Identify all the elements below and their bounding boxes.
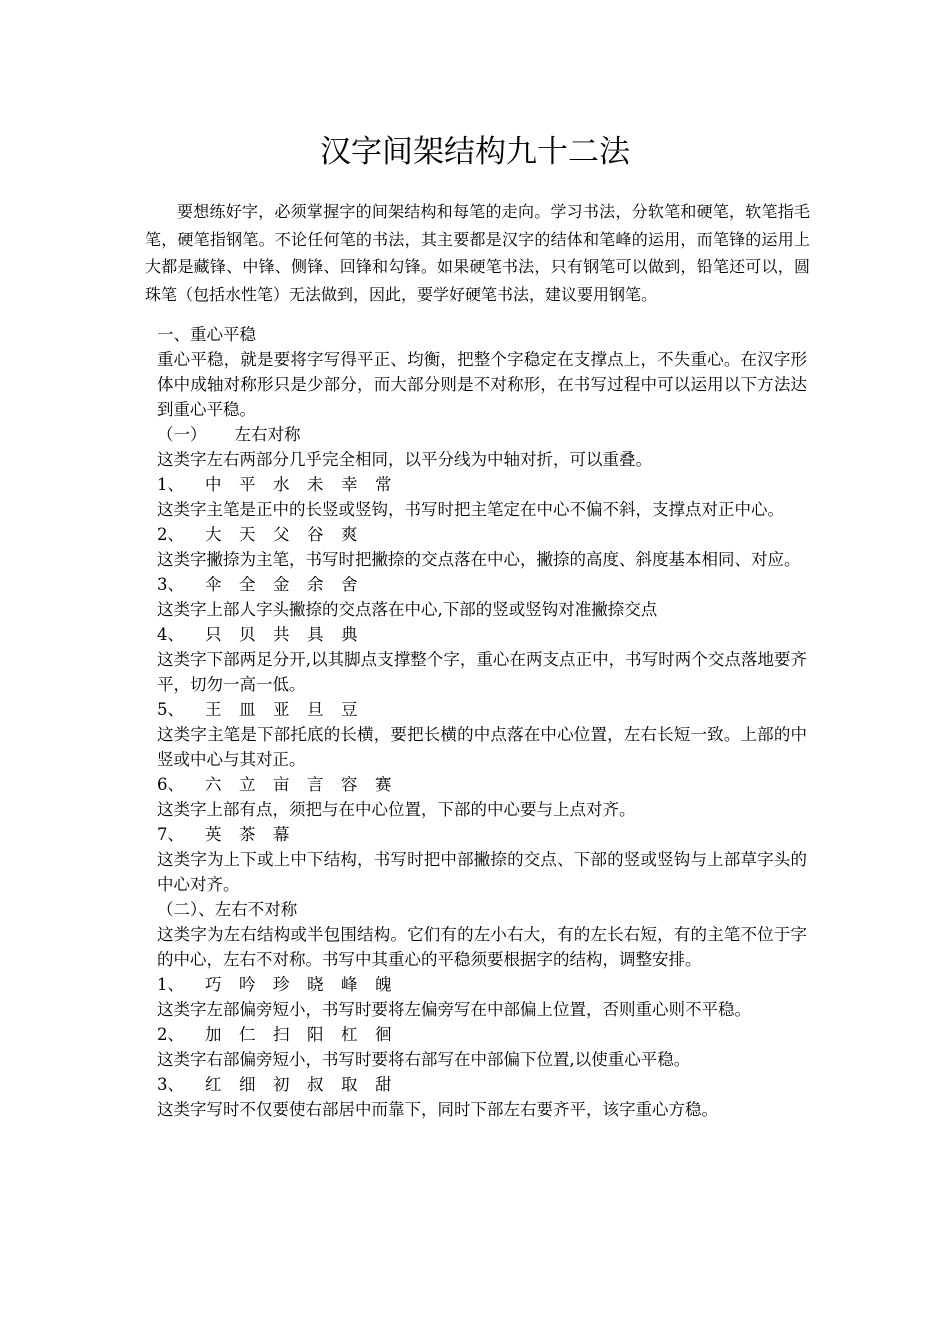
example-chars-row	[157, 1022, 807, 1047]
example-char: 阳	[307, 1025, 324, 1044]
item-number: 3、	[157, 1075, 184, 1094]
example-char: 容	[341, 775, 358, 794]
example-char: 六	[205, 775, 222, 794]
example-char: 大	[205, 525, 222, 544]
example-char: 亩	[273, 775, 290, 794]
example-char: 只	[205, 625, 222, 644]
item-description: 这类字撇捺为主笔，书写时把撇捺的交点落在中心，撇捺的高度、斜度基本相同、对应。	[157, 550, 801, 569]
example-char: 全	[239, 575, 256, 594]
item-description: 这类字写时不仅要使右部居中而靠下，同时下部左右要齐平，该字重心方稳。	[157, 1100, 718, 1119]
example-char: 爽	[341, 525, 358, 544]
item-number: 1、	[157, 975, 184, 994]
item-number: 6、	[157, 775, 184, 794]
example-chars-row	[157, 572, 807, 597]
item-description: 这类字下部两足分开,以其脚点支撑整个字，重心在两支点正中，书写时两个交点落地要齐平，切勿一高一低。	[157, 650, 807, 694]
example-chars-row	[157, 472, 807, 497]
example-char: 言	[307, 775, 324, 794]
example-chars-row	[157, 772, 807, 797]
example-char: 叔	[307, 1075, 324, 1094]
subsection-title: 左右对称	[234, 425, 301, 444]
example-char: 仁	[239, 1025, 256, 1044]
subsection-description: 这类字左右两部分几乎完全相同，以平分线为中轴对折，可以重叠。	[157, 450, 652, 469]
subsection-heading	[157, 422, 807, 447]
example-char: 豆	[341, 700, 358, 719]
item-group	[157, 1072, 807, 1122]
subsection-heading: （二）、左右不对称	[157, 900, 298, 919]
example-char: 典	[341, 625, 358, 644]
item-group	[157, 772, 807, 822]
item-group	[157, 697, 807, 772]
example-char: 金	[273, 575, 290, 594]
example-char: 旦	[307, 700, 324, 719]
example-char: 杠	[341, 1025, 358, 1044]
example-char: 细	[239, 1075, 256, 1094]
example-char: 具	[307, 625, 324, 644]
example-char: 王	[205, 700, 222, 719]
item-number: 1、	[157, 475, 184, 494]
example-char: 贝	[239, 625, 256, 644]
item-number: 7、	[157, 825, 184, 844]
example-char: 水	[273, 475, 290, 494]
example-char: 平	[239, 475, 256, 494]
item-description: 这类字上部人字头撇捺的交点落在中心,下部的竖或竖钩对准撇捺交点	[157, 600, 658, 619]
example-chars-row	[157, 522, 807, 547]
example-char: 甜	[375, 1075, 392, 1094]
item-number: 4、	[157, 625, 184, 644]
example-char: 亚	[273, 700, 290, 719]
item-number: 2、	[157, 525, 184, 544]
example-chars-row	[157, 622, 807, 647]
item-description: 这类字上部有点，须把与在中心位置，下部的中心要与上点对齐。	[157, 800, 636, 819]
example-char: 未	[307, 475, 324, 494]
example-char: 茶	[239, 825, 256, 844]
example-char: 巧	[205, 975, 222, 994]
example-char: 共	[273, 625, 290, 644]
example-char: 舍	[341, 575, 358, 594]
example-char: 天	[239, 525, 256, 544]
section-description: 重心平稳，就是要将字写得平正、均衡，把整个字稳定在支撑点上，不失重心。在汉字形体中成轴对称形只是少部分，而大部分则是不对称形，在书写过程中可以运用以下方法达到重心平稳。	[157, 350, 807, 419]
example-char: 魄	[375, 975, 392, 994]
item-description: 这类字主笔是正中的长竖或竖钩，书写时把主笔定在中心不偏不斜，支撑点对正中心。	[157, 500, 784, 519]
example-char: 徊	[375, 1025, 392, 1044]
item-group	[157, 1022, 807, 1072]
item-number: 2、	[157, 1025, 184, 1044]
item-group	[157, 472, 807, 522]
example-char: 吟	[239, 975, 256, 994]
example-char: 皿	[239, 700, 256, 719]
item-description: 这类字为上下或上中下结构，书写时把中部撇捺的交点、下部的竖或竖钩与上部草字头的中心对齐。	[157, 850, 807, 894]
example-char: 峰	[341, 975, 358, 994]
example-chars-row	[157, 697, 807, 722]
example-char: 红	[205, 1075, 222, 1094]
example-char: 常	[375, 475, 392, 494]
example-char: 伞	[205, 575, 222, 594]
intro-paragraph: 要想练好字，必须掌握字的间架结构和每笔的走向。学习书法，分软笔和硬笔，软笔指毛笔，硬笔指钢笔。不论任何笔的书法，其主要都是汉字的结体和笔峰的运用，而笔锋的运用上大都是藏锋、中锋、侧锋、回锋和勾锋。如果硬笔书法，只有钢笔可以做到，铅笔还可以，圆珠笔（包括水性笔）无法做到，因此，要学好硬笔书法，建议要用钢笔。	[145, 202, 810, 304]
section-heading: 一、重心平稳	[157, 325, 256, 344]
item-group	[157, 622, 807, 697]
example-char: 加	[205, 1025, 222, 1044]
example-char: 赛	[375, 775, 392, 794]
item-description: 这类字左部偏旁短小，书写时要将左偏旁写在中部偏上位置，否则重心则不平稳。	[157, 1000, 751, 1019]
document-body	[157, 322, 807, 1122]
item-description: 这类字主笔是下部托底的长横，要把长横的中点落在中心位置，左右长短一致。上部的中竖或中心与其对正。	[157, 725, 807, 769]
item-group	[157, 822, 807, 897]
example-char: 中	[205, 475, 222, 494]
example-chars-row	[157, 1072, 807, 1097]
subsection-description: 这类字为左右结构或半包围结构。它们有的左小右大，有的左长右短，有的主笔不位于字的中心，左右不对称。书写中其重心的平稳须要根据字的结构，调整安排。	[157, 925, 807, 969]
document-title: 汉字间架结构九十二法	[320, 134, 630, 170]
example-char: 余	[307, 575, 324, 594]
example-char: 初	[273, 1075, 290, 1094]
example-char: 幕	[273, 825, 290, 844]
item-description: 这类字右部偏旁短小，书写时要将右部写在中部偏下位置,以使重心平稳。	[157, 1050, 691, 1069]
example-char: 立	[239, 775, 256, 794]
example-char: 扫	[273, 1025, 290, 1044]
example-char: 父	[273, 525, 290, 544]
example-chars-row	[157, 972, 807, 997]
example-char: 取	[341, 1075, 358, 1094]
example-char: 晓	[307, 975, 324, 994]
example-char: 英	[205, 825, 222, 844]
example-char: 珍	[273, 975, 290, 994]
item-group	[157, 572, 807, 622]
example-char: 幸	[341, 475, 358, 494]
item-group	[157, 972, 807, 1022]
example-char: 谷	[307, 525, 324, 544]
example-chars-row	[157, 822, 807, 847]
subsection-number: （一）	[157, 425, 207, 444]
item-number: 3、	[157, 575, 184, 594]
item-number: 5、	[157, 700, 184, 719]
item-group	[157, 522, 807, 572]
